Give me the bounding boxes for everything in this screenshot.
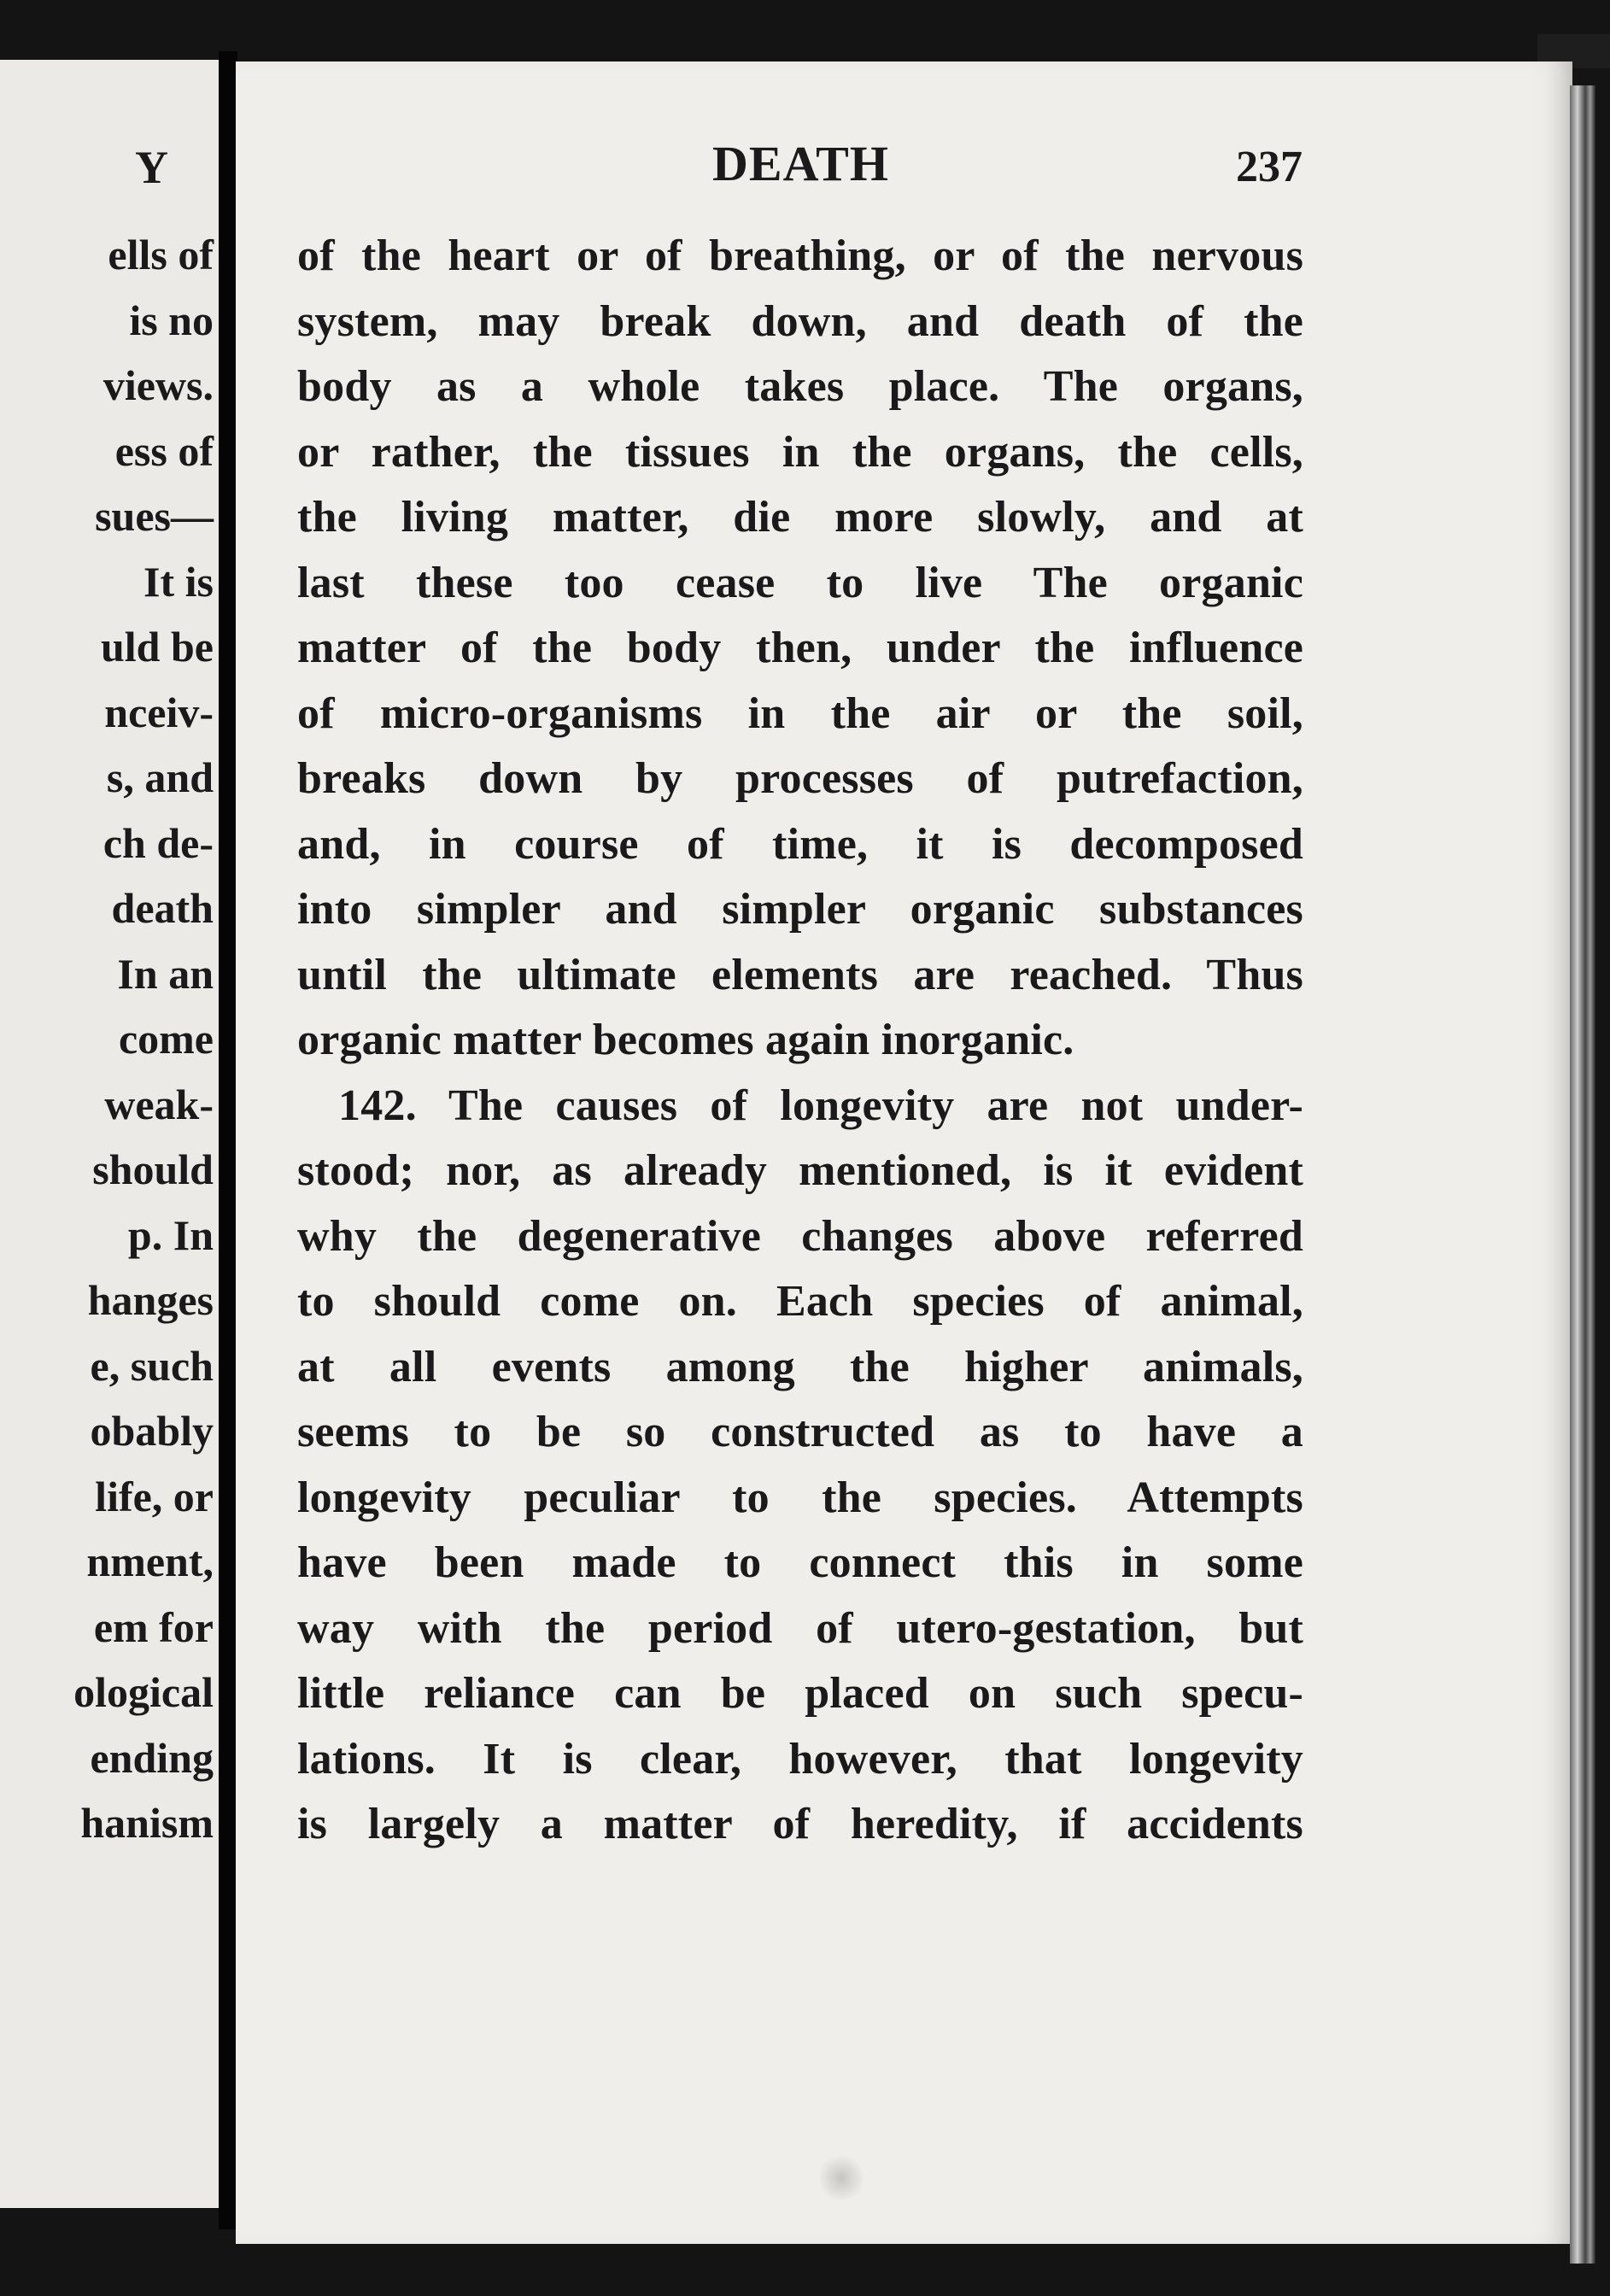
- paragraph-last-line: organic matter becomes again inorganic.: [297, 1016, 1074, 1064]
- text-line: last these too cease to live The organic: [297, 558, 1303, 607]
- left-line: nment,: [86, 1538, 214, 1585]
- left-line: views.: [102, 361, 214, 409]
- left-line: is no: [129, 296, 214, 344]
- text-line: is largely a matter of heredity, if accidents: [297, 1800, 1303, 1848]
- left-line: e, such: [90, 1341, 214, 1390]
- text-line: breaks down by processes of putrefaction,: [297, 754, 1303, 803]
- paragraph-first-line: 142. The causes of longevity are not under-: [338, 1081, 1303, 1130]
- chapter-title: DEATH: [712, 136, 889, 191]
- text-line: at all events among the higher animals,: [297, 1342, 1303, 1391]
- left-line: death: [111, 884, 214, 932]
- text-line: seems to be so constructed as to have a: [297, 1408, 1303, 1456]
- text-line: until the ultimate elements are reached. Thus: [297, 950, 1303, 999]
- text-line: longevity peculiar to the species. Attempts: [297, 1473, 1303, 1522]
- left-page-text: [0, 222, 214, 1856]
- text-line: of micro-organisms in the air or the soil,: [297, 688, 1303, 738]
- running-head: [299, 135, 1303, 203]
- left-line: p. In: [127, 1210, 214, 1259]
- text-line: or rather, the tissues in the organs, the cells,: [297, 427, 1303, 477]
- left-line: nceiv-: [104, 688, 214, 736]
- body-text: [297, 224, 1303, 1858]
- text-line: why the degenerative changes above referred: [297, 1211, 1303, 1261]
- page-number: 237: [1236, 143, 1303, 191]
- text-line: and, in course of time, it is decomposed: [297, 819, 1303, 869]
- page-edge: [1570, 85, 1595, 2264]
- page-smudge: [820, 2152, 863, 2204]
- text-line: matter of the body then, under the influence: [297, 624, 1303, 672]
- left-line: life, or: [95, 1472, 214, 1520]
- text-line: of the heart or of breathing, or of the nervous: [297, 231, 1303, 280]
- left-line: sues—: [95, 492, 214, 540]
- text-line: into simpler and simpler organic substances: [297, 885, 1303, 934]
- text-line: lations. It is clear, however, that longevity: [297, 1734, 1303, 1784]
- left-line: come: [118, 1015, 214, 1063]
- left-line: It is: [143, 557, 214, 606]
- left-line: hanism: [80, 1799, 214, 1847]
- left-line: ch de-: [102, 818, 214, 867]
- book-gutter: [219, 51, 237, 2229]
- text-line: body as a whole takes place. The organs,: [297, 362, 1303, 411]
- left-line: In an: [117, 949, 214, 998]
- left-running-head: Y: [135, 142, 169, 193]
- left-line: em for: [93, 1602, 214, 1651]
- left-line: ological: [73, 1668, 214, 1716]
- left-line: ending: [90, 1733, 214, 1782]
- left-line: weak-: [104, 1080, 214, 1128]
- left-line: obably: [90, 1407, 214, 1455]
- text-line: system, may break down, and death of the: [297, 296, 1303, 346]
- text-line: little reliance can be placed on such specu-: [297, 1669, 1303, 1718]
- left-line: uld be: [100, 623, 214, 671]
- left-line: s, and: [106, 753, 214, 801]
- left-line: ells of: [108, 231, 214, 278]
- left-line: should: [92, 1145, 214, 1193]
- text-line: way with the period of utero-gestation, but: [297, 1603, 1303, 1653]
- text-line: have been made to connect this in some: [297, 1538, 1303, 1587]
- text-line: to should come on. Each species of animal,: [297, 1277, 1303, 1326]
- text-line: stood; nor, as already mentioned, is it evident: [297, 1146, 1303, 1195]
- left-line: hanges: [87, 1276, 214, 1324]
- text-line: the living matter, die more slowly, and at: [297, 493, 1303, 542]
- left-page: [0, 60, 220, 2208]
- left-line: ess of: [114, 426, 214, 475]
